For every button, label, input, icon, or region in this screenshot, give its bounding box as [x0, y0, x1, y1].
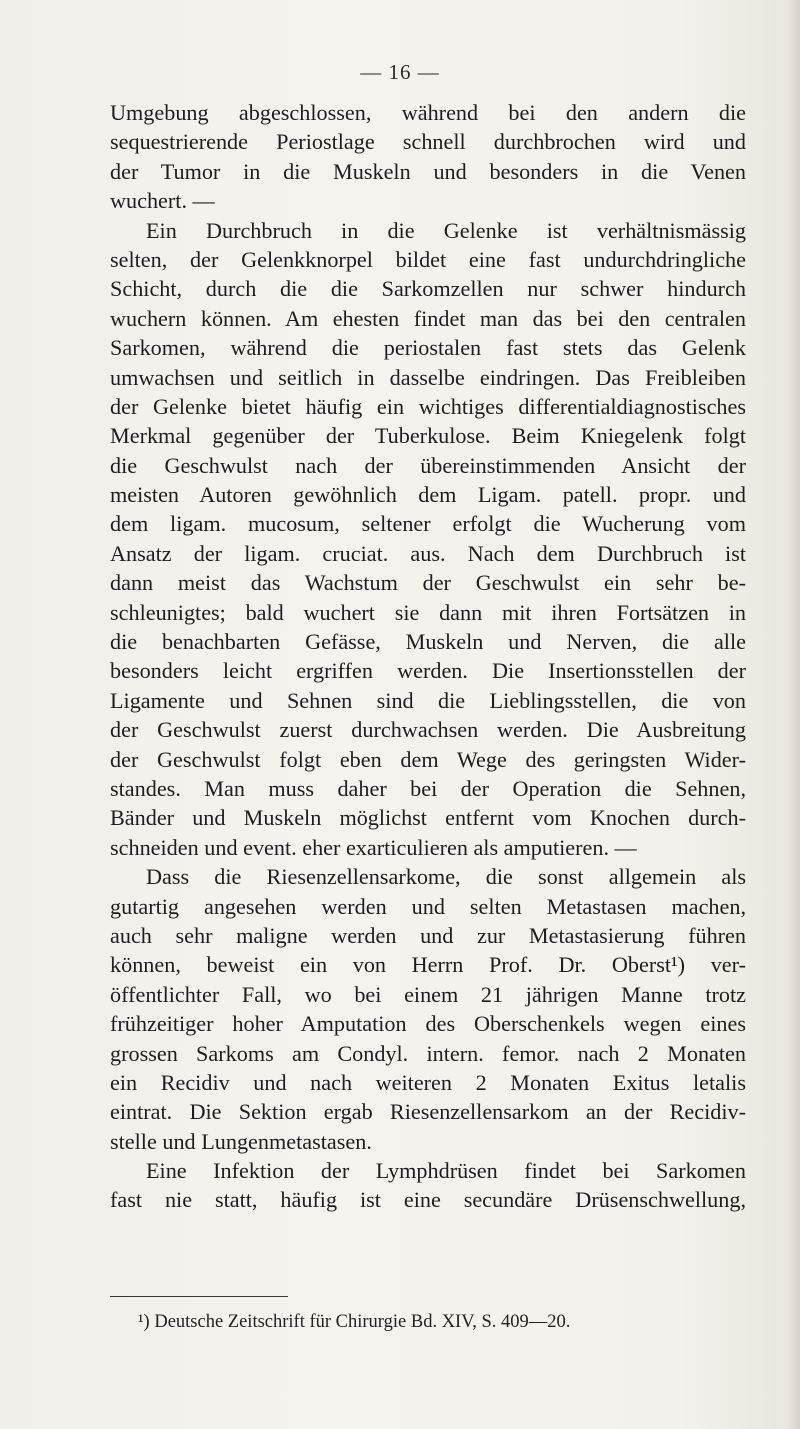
text-line: schneiden und event. eher exarticulieren als amputieren. —	[110, 834, 637, 860]
text-line: eintrat. Die Sektion ergab Riesenzellensarkom an der Recidiv-	[110, 1099, 746, 1125]
text-line: frühzeitiger hoher Amputation des Oberschenkels wegen eines	[110, 1011, 746, 1037]
text-line: sequestrierende Periostlage schnell durchbrochen wird und	[110, 129, 746, 155]
text-line: wuchert. —	[110, 188, 215, 214]
text-line: können, beweist ein von Herrn Prof. Dr. Oberst¹) ver-	[110, 952, 746, 978]
text-line: standes. Man muss daher bei der Operation die Sehnen,	[110, 775, 746, 801]
text-line: auch sehr maligne werden und zur Metastasierung führen	[110, 922, 746, 948]
text-line: umwachsen und seitlich in dasselbe eindringen. Das Freibleiben	[110, 364, 746, 390]
text-line: Dass die Riesenzellensarkome, die sonst allgemein als	[146, 864, 746, 890]
footnote: ¹) Deutsche Zeitschrift für Chirurgie Bd. XIV, S. 409—20.	[138, 1312, 571, 1332]
text-line: schleunigtes; bald wuchert sie dann mit ihren Fortsätzen in	[110, 599, 746, 625]
text-line: Eine Infektion der Lymphdrüsen findet bei Sarkomen	[146, 1158, 746, 1184]
text-line: der Geschwulst folgt eben dem Wege des geringsten Wider-	[110, 746, 746, 772]
text-line: Ansatz der ligam. cruciat. aus. Nach dem Durchbruch ist	[110, 540, 746, 566]
text-line: dann meist das Wachstum der Geschwulst ein sehr be-	[110, 570, 746, 596]
body-text	[110, 98, 746, 1215]
text-line: selten, der Gelenkknorpel bildet eine fast undurchdringliche	[110, 246, 746, 272]
text-line: stelle und Lungenmetastasen.	[110, 1128, 372, 1154]
text-line: meisten Autoren gewöhnlich dem Ligam. patell. propr. und	[110, 482, 746, 508]
text-line: fast nie statt, häufig ist eine secundäre Drüsenschwellung,	[110, 1187, 746, 1213]
text-line: Bänder und Muskeln möglichst entfernt vom Knochen durch-	[110, 805, 746, 831]
page-number: — 16 —	[360, 60, 440, 84]
text-line: dem ligam. mucosum, seltener erfolgt die Wucherung vom	[110, 511, 746, 537]
text-line: gutartig angesehen werden und selten Metastasen machen,	[110, 893, 746, 919]
text-line: wuchern können. Am ehesten findet man das bei den centralen	[110, 305, 746, 331]
text-line: Ein Durchbruch in die Gelenke ist verhältnismässig	[146, 217, 746, 243]
text-line: grossen Sarkoms am Condyl. intern. femor. nach 2 Monaten	[110, 1040, 746, 1066]
text-line: der Tumor in die Muskeln und besonders in die Venen	[110, 158, 746, 184]
footnote-separator	[110, 1296, 288, 1297]
text-line: Sarkomen, während die periostalen fast stets das Gelenk	[110, 335, 746, 361]
text-line: Ligamente und Sehnen sind die Lieblingsstellen, die von	[110, 687, 746, 713]
text-line: öffentlichter Fall, wo bei einem 21 jährigen Manne trotz	[110, 981, 746, 1007]
text-line: besonders leicht ergriffen werden. Die Insertionsstellen der	[110, 658, 746, 684]
text-line: die benachbarten Gefässe, Muskeln und Nerven, die alle	[110, 629, 746, 655]
text-line: Umgebung abgeschlossen, während bei den andern die	[110, 100, 746, 125]
text-line: der Geschwulst zuerst durchwachsen werden. Die Ausbreitung	[110, 717, 746, 743]
text-line: Schicht, durch die die Sarkomzellen nur schwer hindurch	[110, 276, 746, 302]
text-line: Merkmal gegenüber der Tuberkulose. Beim Kniegelenk folgt	[110, 423, 746, 449]
page-edge-shadow	[786, 0, 800, 1429]
text-line: die Geschwulst nach der übereinstimmenden Ansicht der	[110, 452, 746, 478]
text-line: der Gelenke bietet häufig ein wichtiges differentialdiagnostisches	[110, 393, 746, 419]
text-line: ein Recidiv und nach weiteren 2 Monaten Exitus letalis	[110, 1069, 746, 1095]
